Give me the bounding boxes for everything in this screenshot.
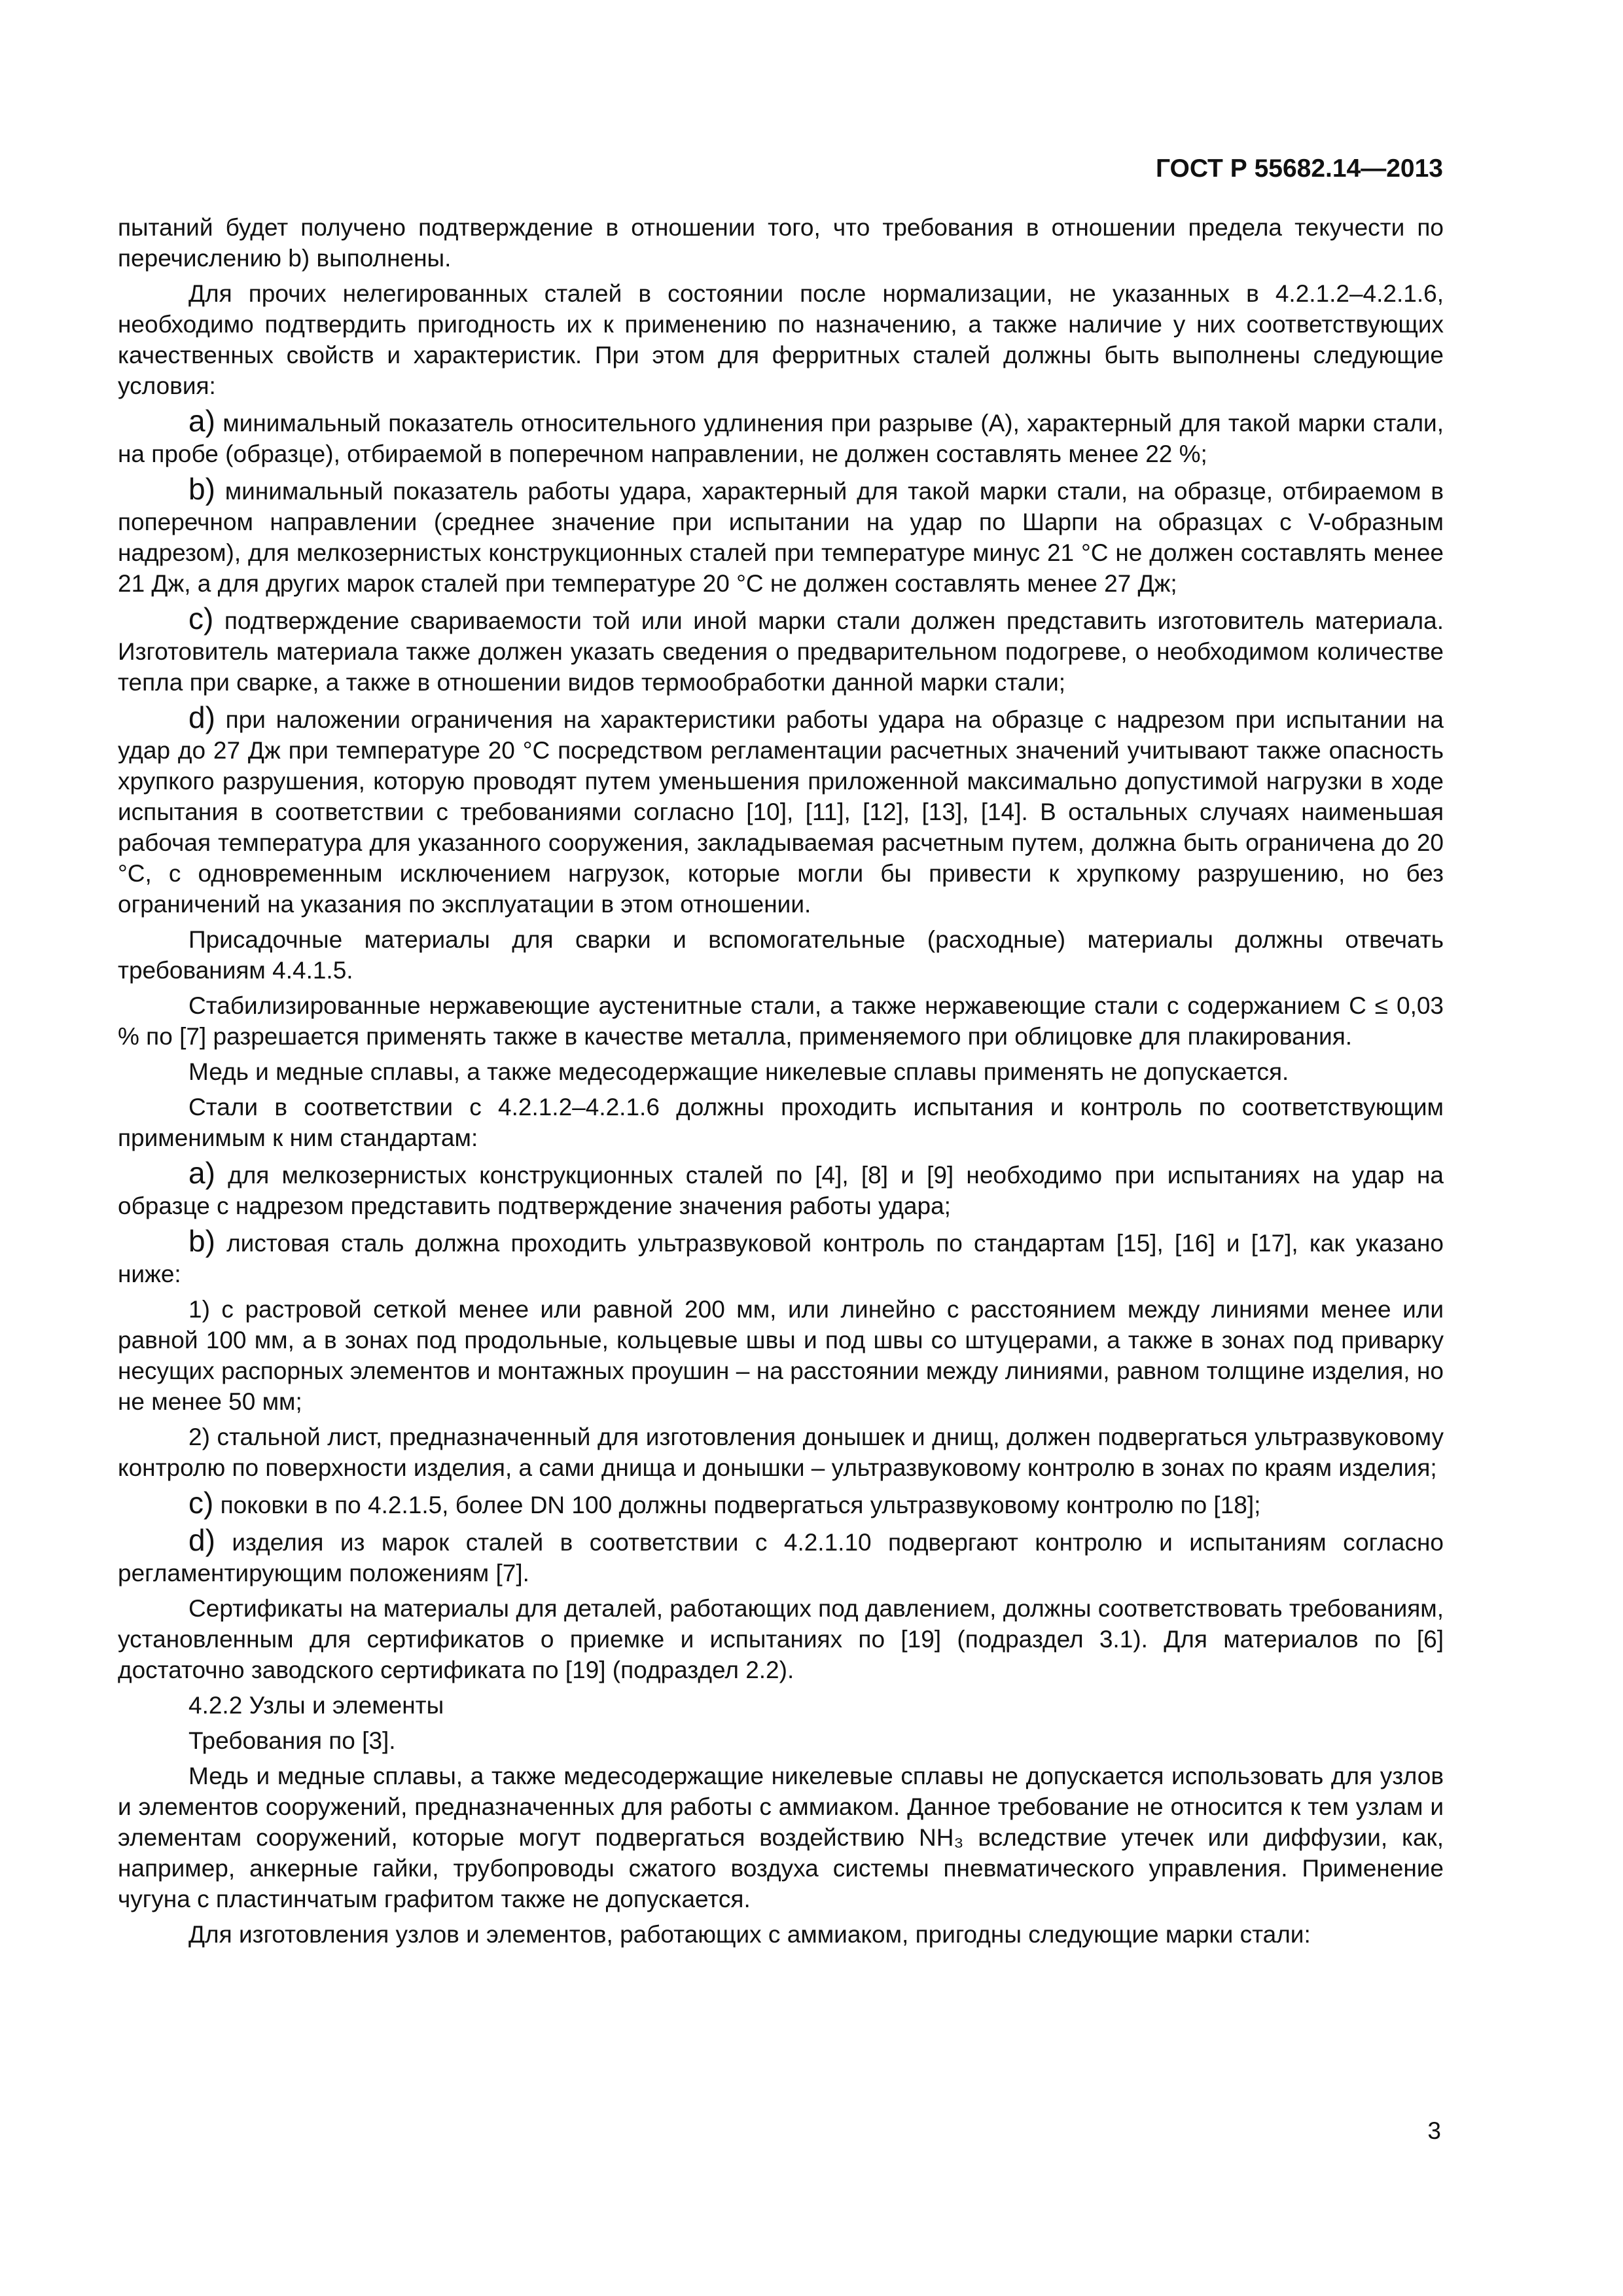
paragraph: Присадочные материалы для сварки и вспомогательные (расходные) материалы должны отвечать требованиям 4.4.1.5.	[118, 926, 1444, 984]
list-item-text: поковки в по 4.2.1.5, более DN 100 должны подвергаться ультразвуковому контролю по [18];	[213, 1492, 1261, 1518]
paragraph: пытаний будет получено подтверждение в отношении того, что требования в отношении предела текучести по перечислению b) выполнены.	[118, 214, 1444, 272]
body-text	[118, 212, 1444, 1954]
paragraph: Для прочих нелегированных сталей в состоянии после нормализации, не указанных в 4.2.1.2–4.2.1.6, необходимо подтвердить пригодность их к применению по назначению, а также наличие у них соответствующих качественных свойств и характеристик. При этом для ферритных сталей должны быть выполнены следующие условия:	[118, 280, 1444, 399]
paragraph: Сертификаты на материалы для деталей, работающих под давлением, должны соответствовать требованиям, установленным для сертификатов о приемке и испытаниях по [19] (подраздел 3.1). Для материалов по [6] достаточно заводского сертификата по [19] (подраздел 2.2).	[118, 1595, 1444, 1683]
numbered-item: 1) с растровой сеткой менее или равной 200 мм, или линейно с расстоянием между линиями менее или равной 100 мм, а в зонах под продольные, кольцевые швы и под швы со штуцерами, а также в зонах под приварку несущих распорных элементов и монтажных проушин – на расстоянии между линиями, равном толщине изделия, но не менее 50 мм;	[118, 1296, 1444, 1415]
list-item-text: при наложении ограничения на характеристики работы удара на образце с надрезом при испытании на удар до 27 Дж при температуре 20 °С посредством регламентации расчетных значений учитывают также опасность хрупкого разрушения, которую проводят путем уменьшения приложенной максимально допустимой нагрузки в ходе испытания в соответствии с требованиями согласно [10], [11], [12], [13], [14]. В остальных случаях наименьшая рабочая температура для указанного сооружения, закладываемая расчетным путем, должна быть ограничена до 20 °С, с одновременным исключением нагрузок, которые могли бы привести к хрупкому разрушению, но без ограничений на указания по эксплуатации в этом отношении.	[118, 706, 1444, 918]
list-item	[118, 1488, 1444, 1520]
list-item	[118, 603, 1444, 698]
paragraph: Медь и медные сплавы, а также медесодержащие никелевые сплавы применять не допускается.	[188, 1058, 1289, 1085]
list-marker: b)	[188, 472, 215, 506]
list-item-text: для мелкозернистых конструкционных сталей по [4], [8] и [9] необходимо при испытаниях на удар на образце с надрезом представить подтверждение значения работы удара;	[118, 1162, 1444, 1219]
list-item	[118, 406, 1444, 469]
list-marker: d)	[188, 1523, 215, 1557]
list-marker: c)	[188, 601, 214, 636]
list-item	[118, 474, 1444, 599]
list-item-text: листовая сталь должна проходить ультразвуковой контроль по стандартам [15], [16] и [17], как указано ниже:	[118, 1230, 1444, 1287]
paragraph: Стали в соответствии с 4.2.1.2–4.2.1.6 должны проходить испытания и контроль по соответствующим применимым к ним стандартам:	[118, 1094, 1444, 1151]
list-item-text: изделия из марок сталей в соответствии с 4.2.1.10 подвергают контролю и испытаниям согласно регламентирующим положениям [7].	[118, 1529, 1444, 1587]
page-number: 3	[1427, 2117, 1441, 2144]
list-marker: b)	[188, 1224, 215, 1258]
paragraph: Для изготовления узлов и элементов, работающих с аммиаком, пригодны следующие марки стали:	[188, 1921, 1311, 1948]
list-item	[118, 1525, 1444, 1588]
paragraph: Стабилизированные нержавеющие аустенитные стали, а также нержавеющие стали с содержанием С ≤ 0,03 % по [7] разрешается применять также в качестве металла, применяемого при облицовке для плакирования.	[118, 992, 1444, 1050]
list-item	[118, 702, 1444, 920]
list-marker: a)	[188, 404, 215, 438]
list-item	[118, 1226, 1444, 1289]
list-marker: a)	[188, 1156, 215, 1190]
paragraph: Медь и медные сплавы, а также медесодержащие никелевые сплавы не допускается использовать для узлов и элементов сооружений, предназначенных для работы с аммиаком. Данное требование не относится к тем узлам и элементам сооружений, которые могут подвергаться воздействию NH₃ вследствие утечек или диффузии, как, например, анкерные гайки, трубопроводы сжатого воздуха системы пневматического управления. Применение чугуна с пластинчатым графитом также не допускается.	[118, 1763, 1444, 1912]
document-header: ГОСТ Р 55682.14—2013	[1155, 154, 1443, 183]
list-item-text: минимальный показатель относительного удлинения при разрыве (A), характерный для такой марки стали, на пробе (образце), отбираемой в поперечном направлении, не должен составлять менее 22 %;	[118, 410, 1444, 467]
numbered-item: 2) стальной лист, предназначенный для изготовления донышек и днищ, должен подвергаться ультразвуковому контролю по поверхности изделия, а сами днища и донышки – ультразвуковому контролю в зонах по краям изделия;	[118, 1424, 1444, 1481]
list-item	[118, 1158, 1444, 1221]
list-marker: d)	[188, 700, 215, 734]
list-item-text: подтверждение свариваемости той или иной марки стали должен представить изготовитель материала. Изготовитель материала также должен указать сведения о предварительном подогреве, о необходимом количестве тепла при сварке, а также в отношении видов термообработки данной марки стали;	[118, 607, 1444, 696]
list-item-text: минимальный показатель работы удара, характерный для такой марки стали, на образце, отбираемом в поперечном направлении (среднее значение при испытании на удар по Шарпи на образцах с V-образным надрезом), для мелкозернистых конструкционных сталей при температуре минус 21 °С не должен составлять менее 21 Дж, а для других марок сталей при температуре 20 °С не должен составлять менее 27 Дж;	[118, 478, 1444, 597]
section-heading: 4.2.2 Узлы и элементы	[188, 1692, 444, 1719]
paragraph: Требования по [3].	[188, 1727, 396, 1754]
list-marker: c)	[188, 1486, 214, 1520]
